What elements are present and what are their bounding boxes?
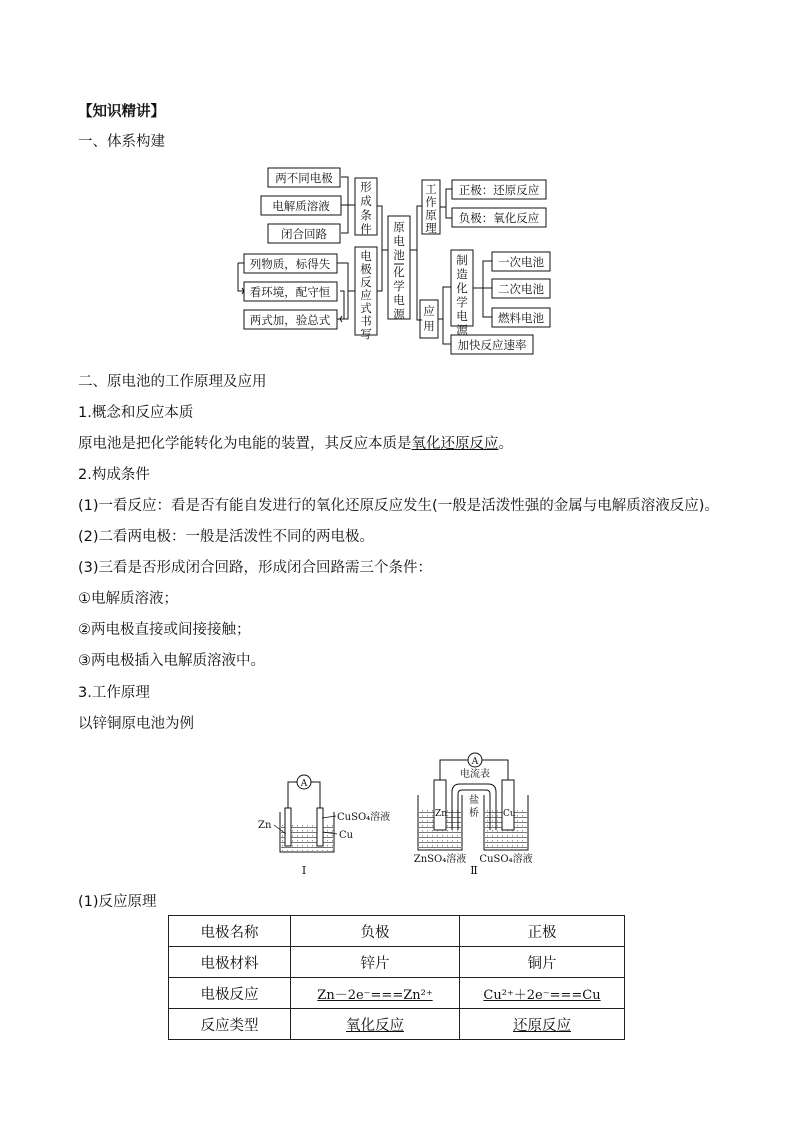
svg-text:理: 理 bbox=[425, 221, 437, 235]
example-text: 以锌铜原电池为例 bbox=[78, 716, 194, 732]
svg-text:电: 电 bbox=[393, 293, 405, 307]
svg-text:极: 极 bbox=[360, 262, 372, 276]
svg-text:电: 电 bbox=[393, 234, 405, 248]
svg-text:池: 池 bbox=[393, 248, 405, 262]
positive-equation: Cu²⁺＋2e⁻===Cu bbox=[483, 987, 601, 1003]
svg-text:工: 工 bbox=[425, 182, 437, 196]
subsection-title: 2.构成条件 bbox=[78, 467, 150, 483]
writing-item: 列物质，标得失 bbox=[249, 257, 331, 271]
battery-type: 燃料电池 bbox=[498, 311, 544, 325]
condition-item: (1)一看反应：看是否有能自发进行的氧化还原反应发生(一般是活泼性强的金属与电解质溶液反应)。 bbox=[78, 498, 719, 514]
formation-label-char: 形 bbox=[360, 180, 372, 194]
zn-label: Zn bbox=[258, 820, 272, 831]
reaction-type: 还原反应 bbox=[513, 1017, 571, 1034]
negative-text: 负极：氧化反应 bbox=[458, 211, 540, 225]
svg-text:书: 书 bbox=[360, 314, 372, 328]
table-cell bbox=[291, 1009, 460, 1040]
table-cell bbox=[460, 978, 625, 1009]
writing-item: 两式加，验总式 bbox=[249, 313, 331, 327]
meter-icon: A bbox=[300, 779, 308, 789]
subsection-title: 3.工作原理 bbox=[78, 685, 150, 701]
formation-item: 闭合回路 bbox=[281, 227, 327, 241]
svg-text:电: 电 bbox=[456, 309, 468, 323]
table-row bbox=[169, 916, 625, 947]
cuso4-label: CuSO₄溶液 bbox=[479, 854, 533, 865]
positive-text: 正极：还原反应 bbox=[458, 183, 540, 197]
formation-label-char: 成 bbox=[360, 194, 372, 208]
salt-label: 盐 bbox=[469, 795, 479, 806]
key-term: 氧化还原反应 bbox=[411, 436, 499, 452]
svg-text:化: 化 bbox=[393, 265, 405, 279]
table-row bbox=[169, 1009, 625, 1040]
svg-text:制: 制 bbox=[456, 253, 468, 267]
cell-two bbox=[414, 753, 533, 877]
condition-item: (2)二看两电极：一般是活泼性不同的两电极。 bbox=[78, 529, 375, 545]
cuso4-label: CuSO₄溶液 bbox=[337, 812, 391, 823]
table-title: (1)反应原理 bbox=[78, 894, 157, 910]
battery-type: 一次电池 bbox=[498, 255, 544, 269]
svg-text:应: 应 bbox=[423, 304, 435, 318]
knowledge-diagram bbox=[230, 160, 570, 360]
table-cell: 锌片 bbox=[291, 947, 460, 978]
knowledge-heading: 【知识精讲】 bbox=[78, 104, 165, 120]
condition-subitem: ①电解质溶液； bbox=[78, 591, 178, 607]
znso4-label: ZnSO₄溶液 bbox=[413, 854, 467, 865]
zn-label: Zn bbox=[435, 809, 448, 819]
svg-text:原: 原 bbox=[425, 208, 437, 222]
ammeter-label: 电流表 bbox=[460, 769, 490, 780]
formation-item: 两不同电极 bbox=[275, 171, 333, 185]
table-cell: 反应类型 bbox=[169, 1009, 291, 1040]
table-cell: 电极材料 bbox=[169, 947, 291, 978]
reaction-table bbox=[168, 915, 625, 1040]
reaction-type: 氧化反应 bbox=[346, 1017, 404, 1034]
table-row bbox=[169, 978, 625, 1009]
fig1-label: Ⅰ bbox=[301, 864, 307, 877]
table-cell: 电极反应 bbox=[169, 978, 291, 1009]
concept-paragraph: 原电池是把化学能转化为电能的装置，其反应本质是氧化还原反应。 bbox=[78, 436, 513, 452]
table-cell: 负极 bbox=[291, 916, 460, 947]
svg-text:反: 反 bbox=[360, 275, 372, 289]
svg-text:电: 电 bbox=[360, 249, 372, 263]
table-cell: 铜片 bbox=[460, 947, 625, 978]
formation-label-char: 条 bbox=[360, 208, 372, 222]
svg-text:应: 应 bbox=[360, 288, 372, 302]
svg-text:源: 源 bbox=[393, 307, 405, 321]
writing-item: 看环境，配守恒 bbox=[249, 285, 331, 299]
svg-text:作: 作 bbox=[425, 195, 437, 209]
meter-icon: A bbox=[471, 757, 479, 767]
svg-text:学: 学 bbox=[393, 279, 405, 293]
galvanic-cell-figure bbox=[250, 750, 550, 880]
negative-equation: Zn－2e⁻===Zn²⁺ bbox=[317, 987, 433, 1003]
table-cell: 正极 bbox=[460, 916, 625, 947]
section2-title: 二、原电池的工作原理及应用 bbox=[78, 374, 267, 390]
svg-text:原: 原 bbox=[393, 220, 405, 234]
section1-title: 一、体系构建 bbox=[78, 134, 165, 150]
svg-text:写: 写 bbox=[360, 327, 372, 341]
svg-text:化: 化 bbox=[456, 281, 468, 295]
condition-item: (3)三看是否形成闭合回路，形成闭合回路需三个条件： bbox=[78, 560, 433, 576]
svg-text:造: 造 bbox=[456, 267, 468, 281]
formation-label-char: 件 bbox=[360, 222, 372, 236]
table-cell: 电极名称 bbox=[169, 916, 291, 947]
battery-type: 二次电池 bbox=[498, 282, 544, 296]
fig2-label: Ⅱ bbox=[470, 864, 478, 877]
speed-text: 加快反应速率 bbox=[457, 338, 527, 352]
cu-label: Cu bbox=[503, 809, 516, 819]
svg-text:源: 源 bbox=[456, 323, 468, 337]
cell-one bbox=[258, 775, 390, 877]
svg-text:式: 式 bbox=[360, 301, 372, 315]
formation-item: 电解质溶液 bbox=[272, 199, 330, 213]
condition-subitem: ②两电极直接或间接接触； bbox=[78, 622, 251, 638]
table-cell bbox=[460, 1009, 625, 1040]
svg-text:用: 用 bbox=[423, 319, 435, 333]
svg-text:学: 学 bbox=[456, 295, 468, 309]
cu-label: Cu bbox=[339, 830, 354, 841]
subsection-title: 1.概念和反应本质 bbox=[78, 405, 194, 421]
condition-subitem: ③两电极插入电解质溶液中。 bbox=[78, 653, 265, 669]
table-row bbox=[169, 947, 625, 978]
table-cell bbox=[291, 978, 460, 1009]
bridge-label: 桥 bbox=[469, 808, 479, 819]
